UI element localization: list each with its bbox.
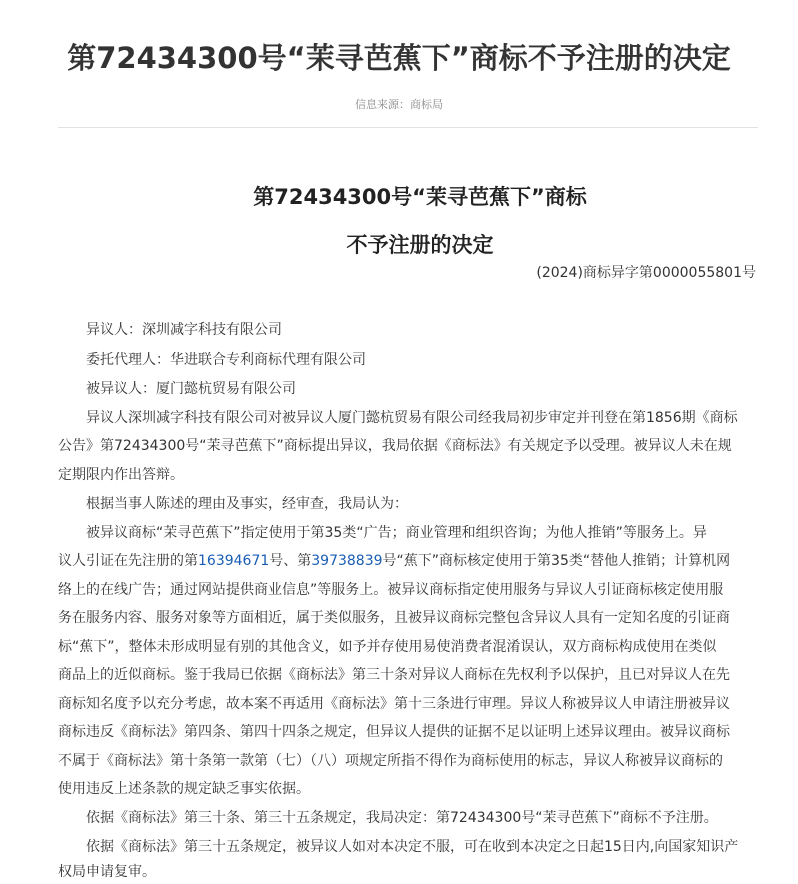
paragraph-line: 公告》第72434300号“茉寻芭蕉下”商标提出异议，我局依据《商标法》有关规定予以受理。被异议人未在规	[58, 438, 732, 454]
paragraph-line: 商标违反《商标法》第四条、第四十四条之规定，但异议人提供的证据不足以证明上述异议理由。被异议商标	[58, 724, 730, 740]
paragraph-line: 络上的在线广告；通过网站提供商业信息”等服务上。被异议商标指定使用服务与异议人引证商标核定使用服	[58, 582, 724, 598]
paragraph-line: 标“蕉下”，整体未形成明显有别的其他含义，如予并存使用易使消费者混淆误认，双方商标构成使用在类似	[58, 639, 717, 655]
trademark-link-16394671[interactable]: 16394671	[198, 553, 270, 569]
document-number: (2024)商标异字第0000055801号	[536, 265, 756, 281]
paragraph-line	[58, 549, 758, 573]
text-segment: 议人引证在先注册的第	[58, 553, 198, 569]
info-source: 信息来源：商标局	[355, 98, 443, 111]
party-agent: 委托代理人：华进联合专利商标代理有限公司	[86, 352, 366, 368]
page-title: 第72434300号“茉寻芭蕉下”商标不予注册的决定	[67, 41, 731, 75]
paragraph-line: 异议人深圳减字科技有限公司对被异议人厦门懿杭贸易有限公司经我局初步审定并刊登在第1856期《商标	[86, 410, 738, 426]
party-opponent: 异议人：深圳减字科技有限公司	[86, 322, 282, 338]
paragraph-line: 使用违反上述条款的规定缺乏事实依据。	[58, 781, 310, 797]
paragraph-line: 依据《商标法》第三十五条规定，被异议人如对本决定不服，可在收到本决定之日起15日内,向国家知识产	[86, 839, 739, 855]
document-title-line1: 第72434300号“茉寻芭蕉下”商标	[253, 185, 587, 209]
text-segment: 号、第	[269, 553, 312, 569]
party-respondent: 被异议人：厦门懿杭贸易有限公司	[86, 381, 296, 397]
paragraph-line: 被异议商标“茉寻芭蕉下”指定使用于第35类“广告；商业管理和组织咨询；为他人推销”等服务上。异	[86, 525, 707, 541]
document-title-line2: 不予注册的决定	[346, 233, 494, 257]
text-segment: 号“蕉下”商标核定使用于第35类“替他人推销；计算机网	[382, 553, 731, 569]
paragraph-line: 权局申请复审。	[58, 864, 156, 880]
paragraph-line: 务在服务内容、服务对象等方面相近，属于类似服务，且被异议商标完整包含异议人具有一定知名度的引证商	[58, 610, 730, 626]
paragraph-findings-intro: 根据当事人陈述的理由及事实，经审查，我局认为：	[86, 496, 408, 512]
paragraph-line: 定期限内作出答辩。	[58, 467, 184, 483]
paragraph-decision: 依据《商标法》第三十条、第三十五条规定，我局决定：第72434300号“茉寻芭蕉下”商标不予注册。	[86, 810, 718, 826]
trademark-link-39738839[interactable]: 39738839	[311, 553, 383, 569]
paragraph-line: 不属于《商标法》第十条第一款第（七）（八）项规定所指不得作为商标使用的标志，异议人称被异议商标的	[58, 753, 723, 769]
paragraph-line: 商品上的近似商标。鉴于我局已依据《商标法》第三十条对异议人商标在先权利予以保护，且已对异议人在先	[58, 667, 730, 683]
paragraph-line: 商标知名度予以充分考虑，故本案不再适用《商标法》第十三条进行审理。异议人称被异议人申请注册被异议	[58, 696, 730, 712]
header-divider	[58, 127, 758, 128]
